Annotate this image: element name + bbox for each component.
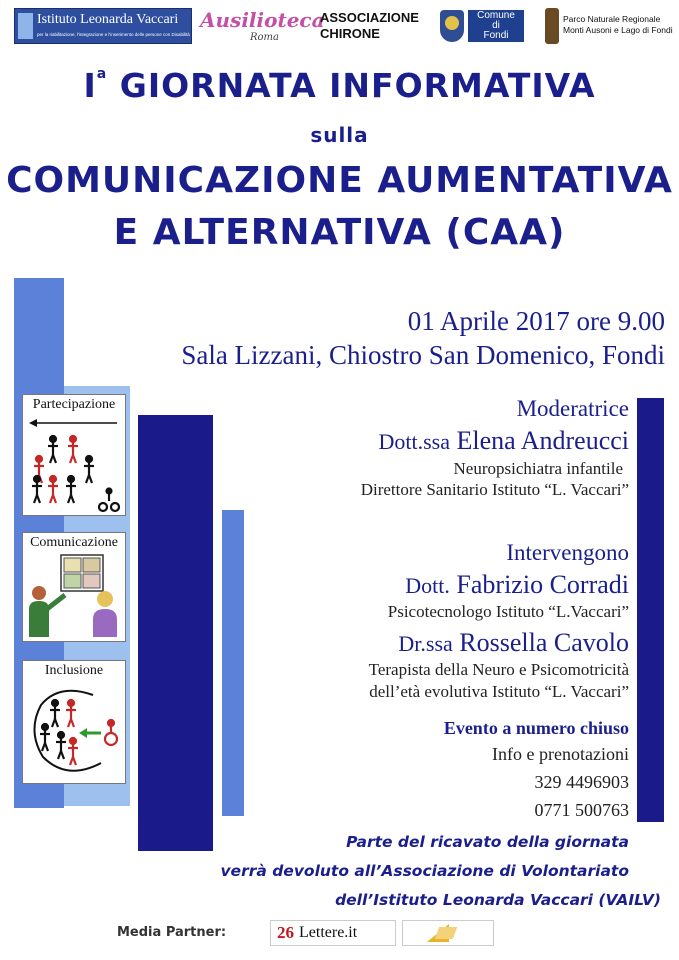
- pictogram-title: Partecipazione: [32, 397, 116, 412]
- moderator-role1: Neuropsichiatra infantile: [453, 459, 623, 478]
- partner1-name: Lettere.it: [299, 924, 358, 941]
- ausilioteca-logo-city: Roma: [250, 32, 279, 43]
- footer-line2: verrà devoluto all’Associazione di Volontariato: [220, 862, 629, 880]
- comunicazione-icon: [23, 533, 127, 643]
- booking-info-label: Info e prenotazioni: [492, 744, 629, 764]
- logo-ausilioteca: [198, 8, 325, 44]
- moderator-name: [378, 426, 629, 456]
- pictogram-title: Inclusione: [44, 663, 104, 678]
- partecipazione-icon: [23, 395, 127, 517]
- pictogram-partecipazione: [22, 394, 126, 516]
- comune-crest-icon: [440, 10, 464, 42]
- pictogram-inclusione: [22, 660, 126, 784]
- parco-line1: Parco Naturale Regionale: [563, 14, 661, 24]
- ausilioteca-logo-name: Ausilioteca: [200, 8, 325, 32]
- speaker1-role: Psicotecnologo Istituto “L.Vaccari”: [387, 602, 629, 621]
- footer-line3: dell’Istituto Leonarda Vaccari (VAILV): [335, 891, 661, 909]
- heading-ordinal-sup: a: [96, 66, 108, 82]
- speaker2-role2: dell’età evolutiva Istituto “L. Vaccari”: [369, 682, 629, 701]
- heading-line2: sulla: [310, 123, 369, 147]
- decor-bar-dark: [138, 415, 213, 851]
- comune-line3: Fondi: [483, 30, 509, 41]
- vaccari-mark-icon: [18, 13, 33, 39]
- speaker1-name: [405, 570, 629, 600]
- logo-associazione-chirone: [320, 10, 432, 44]
- partner1-number: 26: [277, 923, 294, 942]
- heading-line3: COMUNICAZIONE AUMENTATIVA: [6, 160, 673, 201]
- moderator-role2: Direttore Sanitario Istituto “L. Vaccari”: [360, 480, 629, 499]
- moderator-label: Moderatrice: [516, 396, 629, 421]
- parco-line2: Monti Ausoni e Lago di Fondi: [563, 25, 673, 35]
- event-date-time: 01 Aprile 2017 ore 9.00: [407, 306, 665, 336]
- speaker2-role1: Terapista della Neuro e Psicomotricità: [368, 660, 629, 679]
- footer-line1: Parte del ricavato della giornata: [346, 833, 629, 851]
- heading-line4: E ALTERNATIVA (CAA): [113, 212, 566, 253]
- vaccari-logo-tagline: per la riabilitazione, l'integrazione e l'inserimento delle persone con Disabilità: [37, 32, 190, 37]
- parco-tree-icon: [545, 8, 559, 44]
- partner2-shape2-icon: [435, 927, 457, 939]
- comune-line1: Comune: [477, 10, 515, 21]
- speakers-label: Intervengono: [506, 540, 629, 565]
- booking-phone-2: 0771 500763: [534, 800, 629, 820]
- chirone-line2: CHIRONE: [320, 26, 380, 41]
- booking-closed-notice: Evento a numero chiuso: [443, 718, 629, 738]
- event-venue: Sala Lizzani, Chiostro San Domenico, Fondi: [181, 340, 665, 370]
- media-partner-2-logo: [402, 920, 494, 946]
- heading-ordinal: I: [83, 66, 97, 105]
- media-partner-label: Media Partner:: [117, 925, 227, 940]
- heading-line1: [0, 66, 679, 105]
- pictogram-title: Comunicazione: [30, 535, 118, 550]
- decor-bar-thin: [222, 510, 244, 816]
- speaker2-title: Dr.ssa: [398, 631, 453, 656]
- inclusione-icon: [23, 661, 127, 785]
- speaker2-fullname: Rossella Cavolo: [459, 628, 629, 657]
- media-partner-26lettere-logo: [270, 920, 396, 946]
- decor-bar-right: [637, 398, 664, 822]
- logo-istituto-vaccari: [14, 8, 192, 44]
- chirone-line1: ASSOCIAZIONE: [320, 10, 419, 25]
- logo-parco-naturale: [545, 8, 675, 44]
- heading-title: GIORNATA INFORMATIVA: [119, 66, 596, 105]
- logo-comune-fondi: [440, 8, 526, 44]
- speaker1-fullname: Fabrizio Corradi: [456, 570, 629, 599]
- comune-label-box: [468, 10, 524, 42]
- booking-phone-1: 329 4496903: [534, 772, 629, 792]
- parco-text: [563, 14, 673, 36]
- speaker1-title: Dott.: [405, 573, 450, 598]
- moderator-fullname: Elena Andreucci: [456, 426, 629, 455]
- pictogram-comunicazione: [22, 532, 126, 642]
- moderator-title: Dott.ssa: [378, 429, 450, 454]
- speaker2-name: [398, 628, 629, 658]
- vaccari-logo-name: Istituto Leonarda Vaccari: [37, 12, 179, 27]
- comune-line2: di: [492, 20, 500, 31]
